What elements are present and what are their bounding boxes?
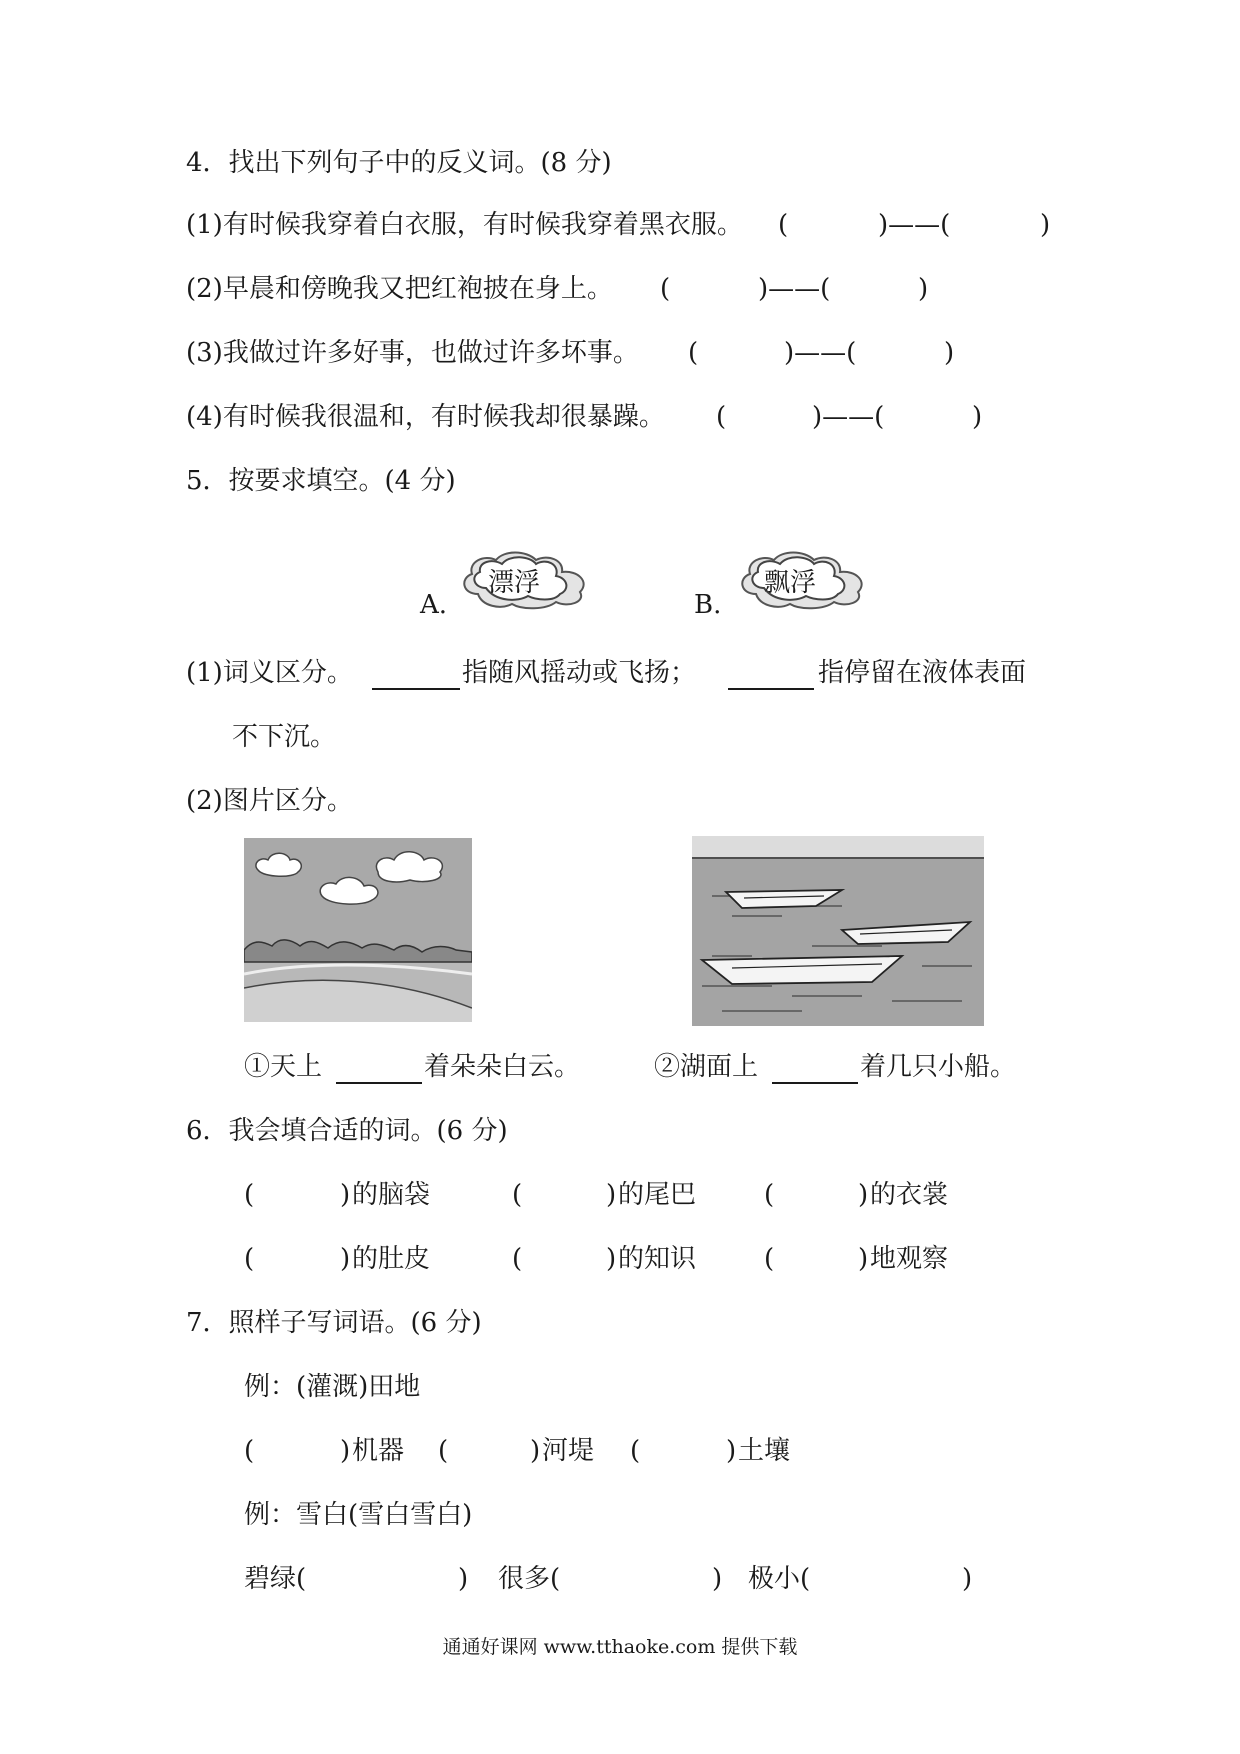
lake-boats-image <box>692 836 984 1026</box>
option-b-word: 飘浮 <box>764 568 817 598</box>
option-a-word: 漂浮 <box>488 568 541 598</box>
blank-line[interactable] <box>336 1052 422 1084</box>
sky-clouds-image <box>244 838 472 1022</box>
cloud-icon-b <box>734 548 874 612</box>
blank-line[interactable] <box>728 658 814 690</box>
blank-line[interactable] <box>772 1052 858 1084</box>
blank-line[interactable] <box>372 658 460 690</box>
page-footer: 通通好课网 www.tthaoke.com 提供下载 <box>442 1636 798 1658</box>
cloud-icon-a <box>456 548 596 612</box>
